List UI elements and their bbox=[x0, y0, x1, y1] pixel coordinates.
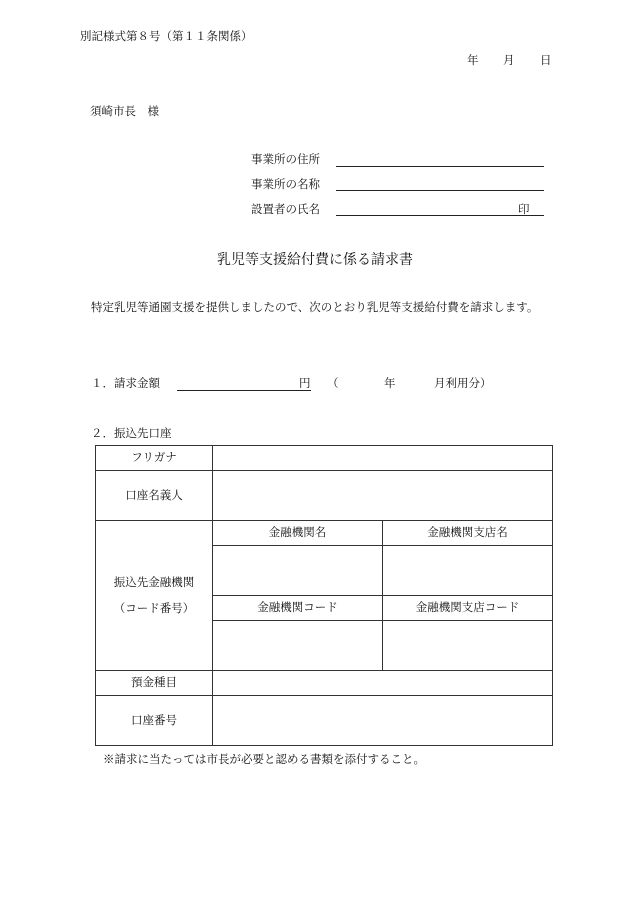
date-year-label: 年 bbox=[467, 53, 479, 67]
form-number: 別記様式第８号（第１１条関係） bbox=[80, 29, 253, 43]
account-heading: ２．振込先口座 bbox=[91, 426, 172, 440]
intro-text: 特定乳児等通園支援を提供しましたので、次のとおり乳児等支援給付費を請求します。 bbox=[91, 300, 539, 314]
deposit-type-field[interactable] bbox=[213, 671, 553, 696]
claim-amount-field[interactable] bbox=[177, 390, 311, 391]
date-month-label: 月 bbox=[503, 53, 515, 67]
yen-label: 円 bbox=[299, 376, 311, 390]
seal-mark: 印 bbox=[518, 202, 530, 216]
address-label: 事業所の住所 bbox=[251, 152, 320, 166]
address-field[interactable] bbox=[336, 166, 544, 167]
bank-label bbox=[96, 521, 213, 671]
furigana-field[interactable] bbox=[213, 446, 553, 471]
representative-label: 設置者の氏名 bbox=[251, 202, 320, 216]
branch-name-header: 金融機関支店名 bbox=[383, 521, 553, 546]
office-name-field[interactable] bbox=[336, 190, 544, 191]
furigana-label: フリガナ bbox=[96, 446, 213, 471]
usage-year-label: 年 bbox=[384, 376, 396, 390]
claim-amount-label: １．請求金額 bbox=[91, 376, 160, 390]
addressee: 須崎市長 様 bbox=[90, 104, 159, 118]
usage-month-label: 月利用分） bbox=[434, 376, 492, 390]
holder-label: 口座名義人 bbox=[96, 471, 213, 521]
bank-name-header: 金融機関名 bbox=[213, 521, 383, 546]
branch-name-field[interactable] bbox=[383, 546, 553, 596]
document-title: 乳児等支援給付費に係る請求書 bbox=[217, 252, 413, 268]
branch-code-header: 金融機関支店コード bbox=[383, 596, 553, 621]
usage-open-paren: （ bbox=[327, 376, 339, 390]
bank-label-line1: 振込先金融機関 bbox=[113, 574, 195, 589]
representative-field[interactable] bbox=[336, 215, 544, 216]
attachment-note: ※請求に当たっては市長が必要と認める書類を添付すること。 bbox=[103, 752, 425, 766]
account-number-label: 口座番号 bbox=[96, 696, 213, 746]
branch-code-field[interactable] bbox=[383, 621, 553, 671]
bank-label-line2: （コード番号） bbox=[113, 600, 195, 615]
account-number-field[interactable] bbox=[213, 696, 553, 746]
account-table bbox=[95, 445, 553, 746]
holder-field[interactable] bbox=[213, 471, 553, 521]
date-day-label: 日 bbox=[540, 53, 552, 67]
bank-code-header: 金融機関コード bbox=[213, 596, 383, 621]
bank-code-field[interactable] bbox=[213, 621, 383, 671]
bank-name-field[interactable] bbox=[213, 546, 383, 596]
office-name-label: 事業所の名称 bbox=[251, 177, 320, 191]
deposit-type-label: 預金種目 bbox=[96, 671, 213, 696]
